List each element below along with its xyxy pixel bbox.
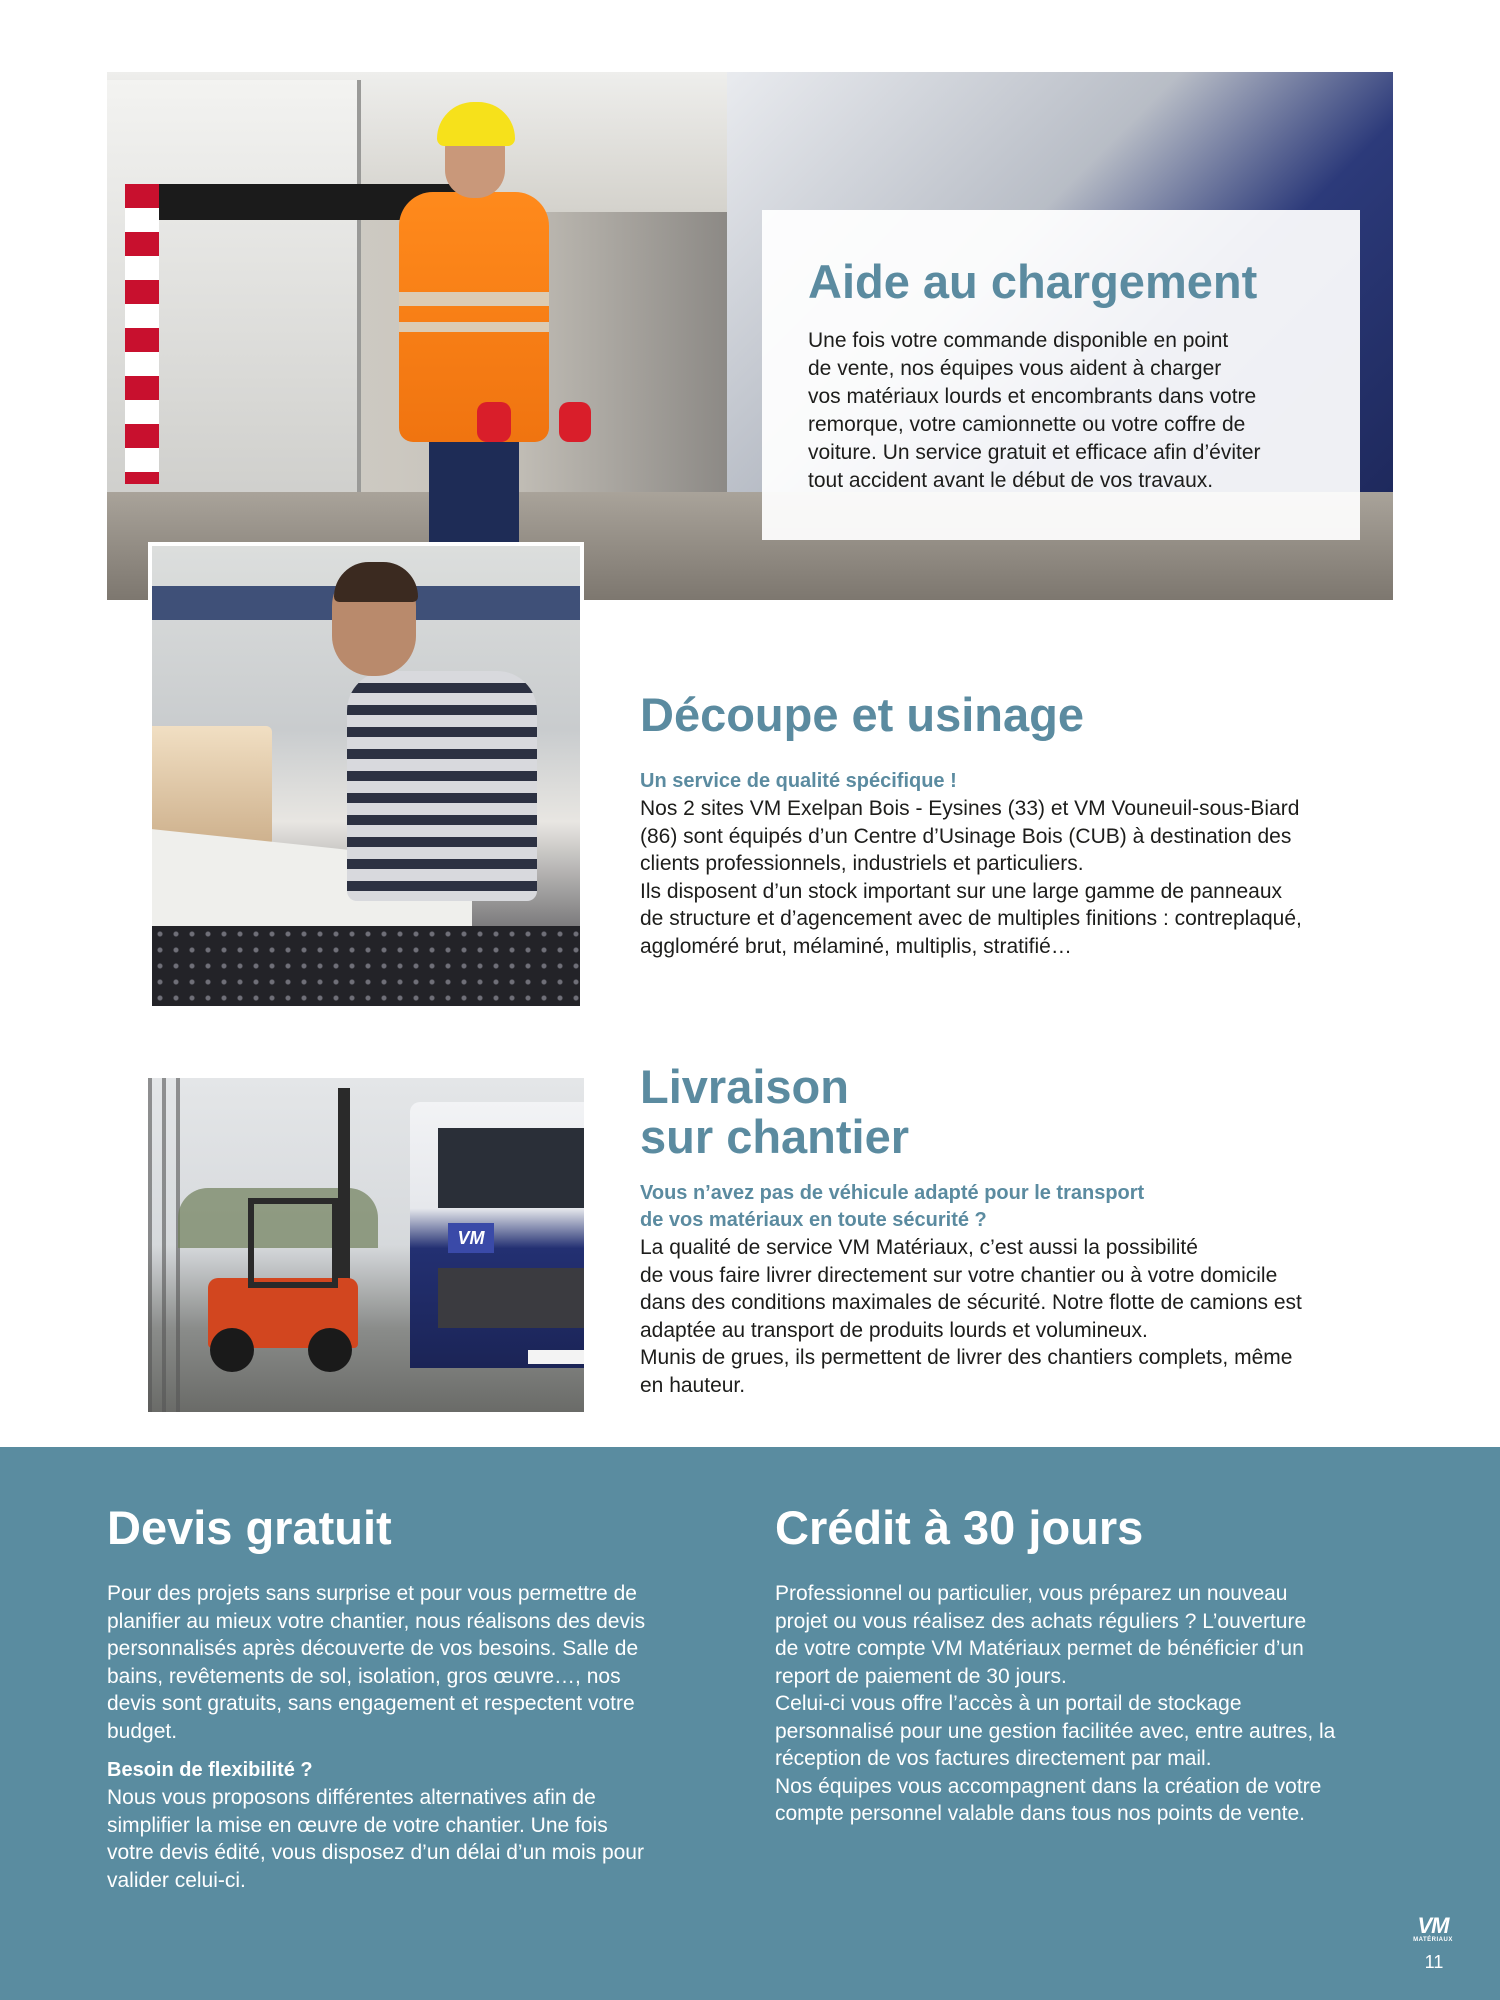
glove xyxy=(559,402,591,442)
free-quote-title: Devis gratuit xyxy=(107,1501,392,1554)
worker-hair xyxy=(334,562,418,602)
brand-mark: VM xyxy=(1417,1913,1449,1938)
jacket-reflective-stripe xyxy=(399,292,549,306)
worker-sweater xyxy=(347,671,537,901)
perforated-table xyxy=(152,926,580,1010)
cutting-title: Découpe et usinage xyxy=(640,688,1084,741)
loading-help-title: Aide au chargement xyxy=(808,255,1258,308)
license-plate xyxy=(528,1350,584,1364)
jacket-reflective-stripe xyxy=(399,322,549,332)
crane-post xyxy=(125,184,159,484)
forklift-cage xyxy=(248,1198,338,1288)
cutting-photo xyxy=(148,542,584,1010)
loading-help-text: Une fois votre commande disponible en point de vente, nos équipes vous aident à charger vos matériaux lourds et encombrants dans votre remorque, votre camionnette ou votre coffre de voiture. Un service gratuit et efficace afin d’éviter tout accident avant le début de vos travaux. xyxy=(808,329,1261,492)
forklift-wheel xyxy=(308,1328,352,1372)
truck-vm-logo: VM xyxy=(448,1223,494,1253)
forklift-wheel xyxy=(210,1328,254,1372)
delivery-photo xyxy=(148,1078,584,1412)
free-quote-section xyxy=(107,1500,727,1894)
vm-materiaux-logo xyxy=(1408,1913,1458,1944)
credit-section xyxy=(775,1500,1395,1828)
delivery-title: Livraison sur chantier xyxy=(640,1060,910,1163)
delivery-text: La qualité de service VM Matériaux, c’est aussi la possibilité de vous faire livrer directement sur votre chantier ou à votre domicile dans des conditions maximales de sécurité. Notre flotte de camions est adaptée au transport de produits lourds et volumineux. Munis de grues, ils permettent de livrer des chantiers complets, même en hauteur. xyxy=(640,1236,1302,1397)
free-quote-text: Pour des projets sans surprise et pour vous permettre de planifier au mieux votre chantier, nous réalisons des devis personnalisés après découverte de vos besoins. Salle de bains, revêtements de sol, isolation, gros œuvre…, nos devis sont gratuits, sans engagement et respectent votre budget. xyxy=(107,1582,646,1743)
cutting-section xyxy=(640,690,1400,960)
cutting-text: Nos 2 sites VM Exelpan Bois - Eysines (33) et VM Vouneuil-sous-Biard (86) sont équipés d’un Centre d’Usinage Bois (CUB) à destination des clients professionnels, industriels et particuliers. Ils disposent d’un stock important sur une large gamme de panneaux de structure et d’agencement avec de multiples finitions : contreplaqué, aggloméré brut, mélaminé, multiplis, stratifié… xyxy=(640,797,1302,958)
credit-text: Professionnel ou particulier, vous préparez un nouveau projet ou vous réalisez des achats réguliers ? L’ouverture de votre compte VM Matériaux permet de bénéficier d’un report de paiement de 30 jours. Celui-ci vous offre l’accès à un portail de stockage personnalisé pour une gestion facilitée avec, entre autres, la réception de vos factures directement par mail. Nos équipes vous accompagnent dans la création de votre compte personnel valable dans tous nos points de vente. xyxy=(775,1582,1336,1825)
worker-jacket xyxy=(399,192,549,442)
glove xyxy=(477,402,511,442)
cutting-subtitle: Un service de qualité spécifique ! xyxy=(640,770,957,792)
delivery-subtitle: Vous n’avez pas de véhicule adapté pour le transport de vos matériaux en toute sécurité ? xyxy=(640,1182,1145,1231)
delivery-section xyxy=(640,1062,1400,1399)
truck-windshield xyxy=(438,1128,584,1208)
wood-board xyxy=(148,726,272,846)
flexibility-text: Nous vous proposons différentes alternatives afin de simplifier la mise en œuvre de votre chantier. Une fois votre devis édité, vous disposez d’un délai d’un mois pour valider celui-ci. xyxy=(107,1786,644,1892)
brand-tag: MATÉRIAUX xyxy=(1413,1937,1453,1943)
truck-grill xyxy=(438,1268,584,1328)
credit-title: Crédit à 30 jours xyxy=(775,1501,1144,1554)
loading-help-card xyxy=(762,210,1360,540)
page-number: 11 xyxy=(1424,1952,1444,1972)
flexibility-subtitle: Besoin de flexibilité ? xyxy=(107,1759,313,1781)
